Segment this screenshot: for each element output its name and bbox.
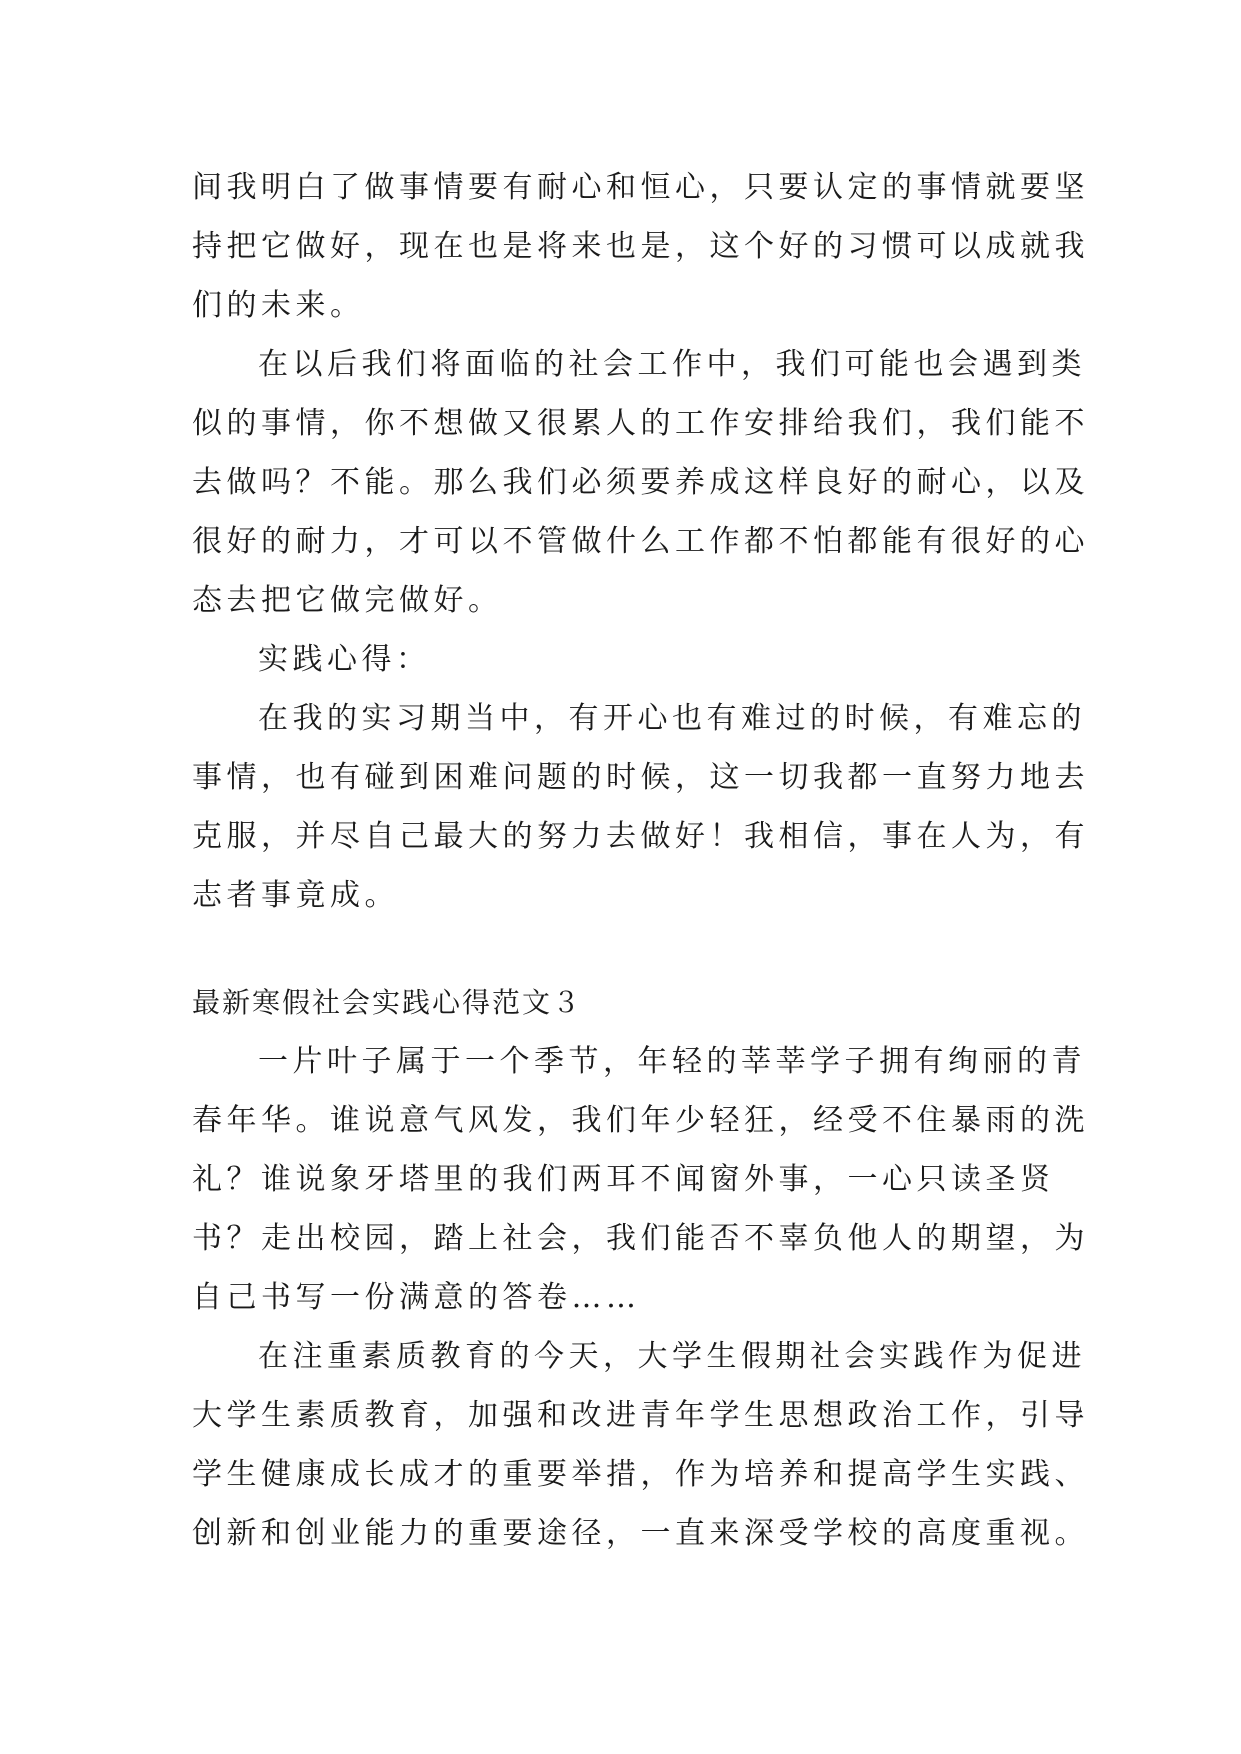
text-line: 似的事情，你不想做又很累人的工作安排给我们，我们能不 (192, 406, 1089, 441)
text-line: 在我的实习期当中，有开心也有难过的时候，有难忘的 (258, 701, 1086, 736)
text-line: 态去把它做完做好。 (192, 583, 503, 618)
section-1 (192, 158, 1089, 925)
section-2 (192, 973, 1089, 1563)
text-line: 礼？谁说象牙塔里的我们两耳不闻窗外事，一心只读圣贤 (192, 1162, 1055, 1197)
paragraph-subheading (192, 630, 1072, 689)
section-heading: 最新寒假社会实践心得范文３ (192, 986, 583, 1019)
paragraph-future-work (192, 335, 1089, 630)
text-line: 大学生素质教育，加强和改进青年学生思想政治工作，引导 (192, 1398, 1089, 1433)
text-line: 在注重素质教育的今天，大学生假期社会实践作为促进 (258, 1339, 1086, 1374)
text-line: 学生健康成长成才的重要举措，作为培养和提高学生实践、 (192, 1457, 1089, 1492)
text-line: 去做吗？不能。那么我们必须要养成这样良好的耐心，以及 (192, 465, 1089, 500)
text-line: 自己书写一份满意的答卷…… (192, 1280, 641, 1315)
text-line: 持把它做好，现在也是将来也是，这个好的习惯可以成就我 (192, 229, 1089, 264)
text-line: 春年华。谁说意气风发，我们年少轻狂，经受不住暴雨的洗 (192, 1103, 1089, 1138)
text-line: 间我明白了做事情要有耐心和恒心，只要认定的事情就要坚 (192, 170, 1089, 205)
text-line: 事情，也有碰到困难问题的时候，这一切我都一直努力地去 (192, 760, 1089, 795)
text-line: 书？走出校园，踏上社会，我们能否不辜负他人的期望，为 (192, 1221, 1089, 1256)
paragraph-internship (192, 689, 1089, 925)
text-line: 很好的耐力，才可以不管做什么工作都不怕都能有很好的心 (192, 524, 1089, 559)
text-line: 创新和创业能力的重要途径，一直来深受学校的高度重视。 (192, 1516, 1089, 1551)
paragraph-continued (192, 158, 1089, 335)
text-line: 在以后我们将面临的社会工作中，我们可能也会遇到类 (258, 347, 1086, 382)
paragraph-youth (192, 1032, 1089, 1327)
text-line: 克服，并尽自己最大的努力去做好！我相信，事在人为，有 (192, 819, 1089, 854)
paragraph-quality-education (192, 1327, 1089, 1563)
text-line: 志者事竟成。 (192, 878, 399, 913)
text-line: 一片叶子属于一个季节，年轻的莘莘学子拥有绚丽的青 (258, 1044, 1086, 1079)
text-line: 们的未来。 (192, 288, 365, 323)
text-line: 实践心得： (258, 642, 431, 677)
